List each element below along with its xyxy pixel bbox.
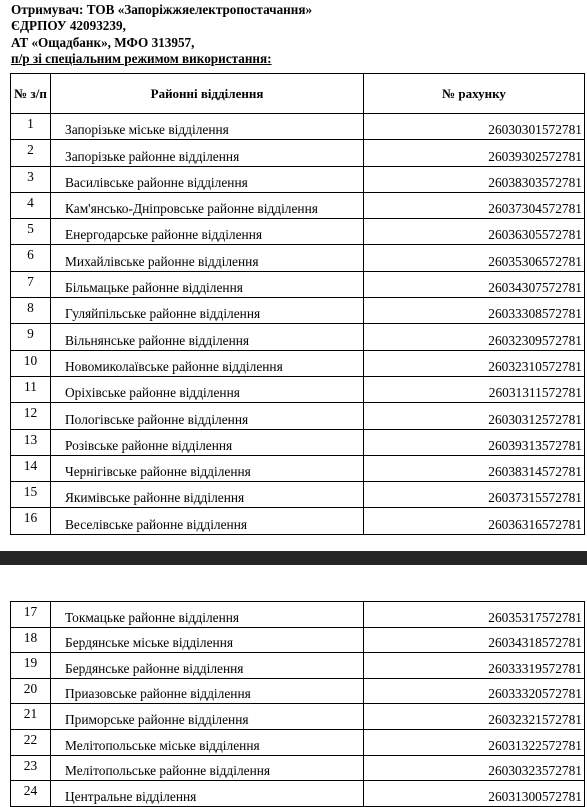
table-row xyxy=(11,298,585,324)
account-type-line: п/р зі спеціальним режимом використання: xyxy=(11,51,272,67)
account-number: 26035306572781 xyxy=(364,245,585,271)
table-row xyxy=(11,192,585,218)
row-number: 2 xyxy=(11,140,51,166)
account-number: 26030301572781 xyxy=(364,114,585,140)
column-header-number: № з/п xyxy=(11,74,51,114)
branch-name: Запорізьке міське відділення xyxy=(51,114,364,140)
branches-table-page-1 xyxy=(10,73,585,535)
branch-name: Новомиколаївське районне відділення xyxy=(51,350,364,376)
row-number: 10 xyxy=(11,350,51,376)
account-number: 26035317572781 xyxy=(364,602,585,628)
row-number: 24 xyxy=(11,781,51,807)
account-number: 26038314572781 xyxy=(364,455,585,481)
account-number: 26033320572781 xyxy=(364,678,585,704)
account-number: 26032310572781 xyxy=(364,350,585,376)
account-number: 26031322572781 xyxy=(364,729,585,755)
row-number: 11 xyxy=(11,376,51,402)
column-header-account: № рахунку xyxy=(364,74,585,114)
branch-name: Кам'янсько-Дніпровське районне відділення xyxy=(51,192,364,218)
branch-name: Пологівське районне відділення xyxy=(51,403,364,429)
bank-line: АТ «Ощадбанк», МФО 313957, xyxy=(11,34,195,50)
row-number: 1 xyxy=(11,114,51,140)
account-number: 26034318572781 xyxy=(364,627,585,653)
row-number: 12 xyxy=(11,403,51,429)
branch-name: Бердянське районне відділення xyxy=(51,653,364,679)
table-row xyxy=(11,271,585,297)
branch-name: Більмацьке районне відділення xyxy=(51,271,364,297)
branch-name: Центральне відділення xyxy=(51,781,364,807)
table-row xyxy=(11,403,585,429)
branches-table-page-2 xyxy=(10,601,585,807)
table-row xyxy=(11,653,585,679)
branch-name: Енергодарське районне відділення xyxy=(51,219,364,245)
row-number: 15 xyxy=(11,482,51,508)
row-number: 18 xyxy=(11,627,51,653)
table-row xyxy=(11,627,585,653)
row-number: 14 xyxy=(11,455,51,481)
branch-name: Оріхівське районне відділення xyxy=(51,376,364,402)
table-row xyxy=(11,219,585,245)
branch-name: Михайлівське районне відділення xyxy=(51,245,364,271)
branch-name: Гуляйпільське районне відділення xyxy=(51,298,364,324)
table-row xyxy=(11,729,585,755)
table-row xyxy=(11,755,585,781)
branch-name: Якимівське районне відділення xyxy=(51,482,364,508)
column-header-branch: Районні відділення xyxy=(51,74,364,114)
recipient-line: Отримувач: ТОВ «Запоріжжяелектропостачання» xyxy=(11,2,313,17)
branch-name: Чернігівське районне відділення xyxy=(51,455,364,481)
branch-name: Токмацьке районне відділення xyxy=(51,602,364,628)
branch-name: Приазовське районне відділення xyxy=(51,678,364,704)
table-row xyxy=(11,114,585,140)
row-number: 23 xyxy=(11,755,51,781)
recipient-details xyxy=(11,2,581,68)
row-number: 16 xyxy=(11,508,51,534)
row-number: 8 xyxy=(11,298,51,324)
table-row xyxy=(11,781,585,807)
account-number: 26037315572781 xyxy=(364,482,585,508)
table-row xyxy=(11,482,585,508)
row-number: 21 xyxy=(11,704,51,730)
branch-name: Василівське районне відділення xyxy=(51,166,364,192)
table-row xyxy=(11,508,585,534)
table-row xyxy=(11,429,585,455)
branch-name: Розівське районне відділення xyxy=(51,429,364,455)
account-number: 26039302572781 xyxy=(364,140,585,166)
table-row xyxy=(11,455,585,481)
table-row xyxy=(11,704,585,730)
account-number: 26038303572781 xyxy=(364,166,585,192)
table-row xyxy=(11,602,585,628)
branch-name: Мелітопольське районне відділення xyxy=(51,755,364,781)
account-number: 26036316572781 xyxy=(364,508,585,534)
table-row xyxy=(11,245,585,271)
account-number: 26034307572781 xyxy=(364,271,585,297)
row-number: 5 xyxy=(11,219,51,245)
branch-name: Мелітопольське міське відділення xyxy=(51,729,364,755)
row-number: 20 xyxy=(11,678,51,704)
row-number: 19 xyxy=(11,653,51,679)
row-number: 17 xyxy=(11,602,51,628)
branch-name: Запорізьке районне відділення xyxy=(51,140,364,166)
account-number: 26030323572781 xyxy=(364,755,585,781)
account-number: 26030312572781 xyxy=(364,403,585,429)
table-header-row xyxy=(11,74,585,114)
row-number: 13 xyxy=(11,429,51,455)
account-number: 26033319572781 xyxy=(364,653,585,679)
row-number: 3 xyxy=(11,166,51,192)
account-number: 26033308572781 xyxy=(364,298,585,324)
table-row xyxy=(11,350,585,376)
branch-name: Бердянське міське відділення xyxy=(51,627,364,653)
row-number: 4 xyxy=(11,192,51,218)
account-number: 26037304572781 xyxy=(364,192,585,218)
account-number: 26039313572781 xyxy=(364,429,585,455)
table-row xyxy=(11,324,585,350)
table-row xyxy=(11,166,585,192)
table-row xyxy=(11,140,585,166)
branch-name: Приморське районне відділення xyxy=(51,704,364,730)
account-number: 26032309572781 xyxy=(364,324,585,350)
page-break-divider xyxy=(0,551,587,565)
branch-name: Вільнянське районне відділення xyxy=(51,324,364,350)
account-number: 26036305572781 xyxy=(364,219,585,245)
edrpou-line: ЄДРПОУ 42093239, xyxy=(11,18,126,34)
row-number: 6 xyxy=(11,245,51,271)
table-row xyxy=(11,678,585,704)
branch-name: Веселівське районне відділення xyxy=(51,508,364,534)
row-number: 9 xyxy=(11,324,51,350)
account-number: 26031300572781 xyxy=(364,781,585,807)
account-number: 26031311572781 xyxy=(364,376,585,402)
row-number: 7 xyxy=(11,271,51,297)
row-number: 22 xyxy=(11,729,51,755)
table-row xyxy=(11,376,585,402)
account-number: 26032321572781 xyxy=(364,704,585,730)
